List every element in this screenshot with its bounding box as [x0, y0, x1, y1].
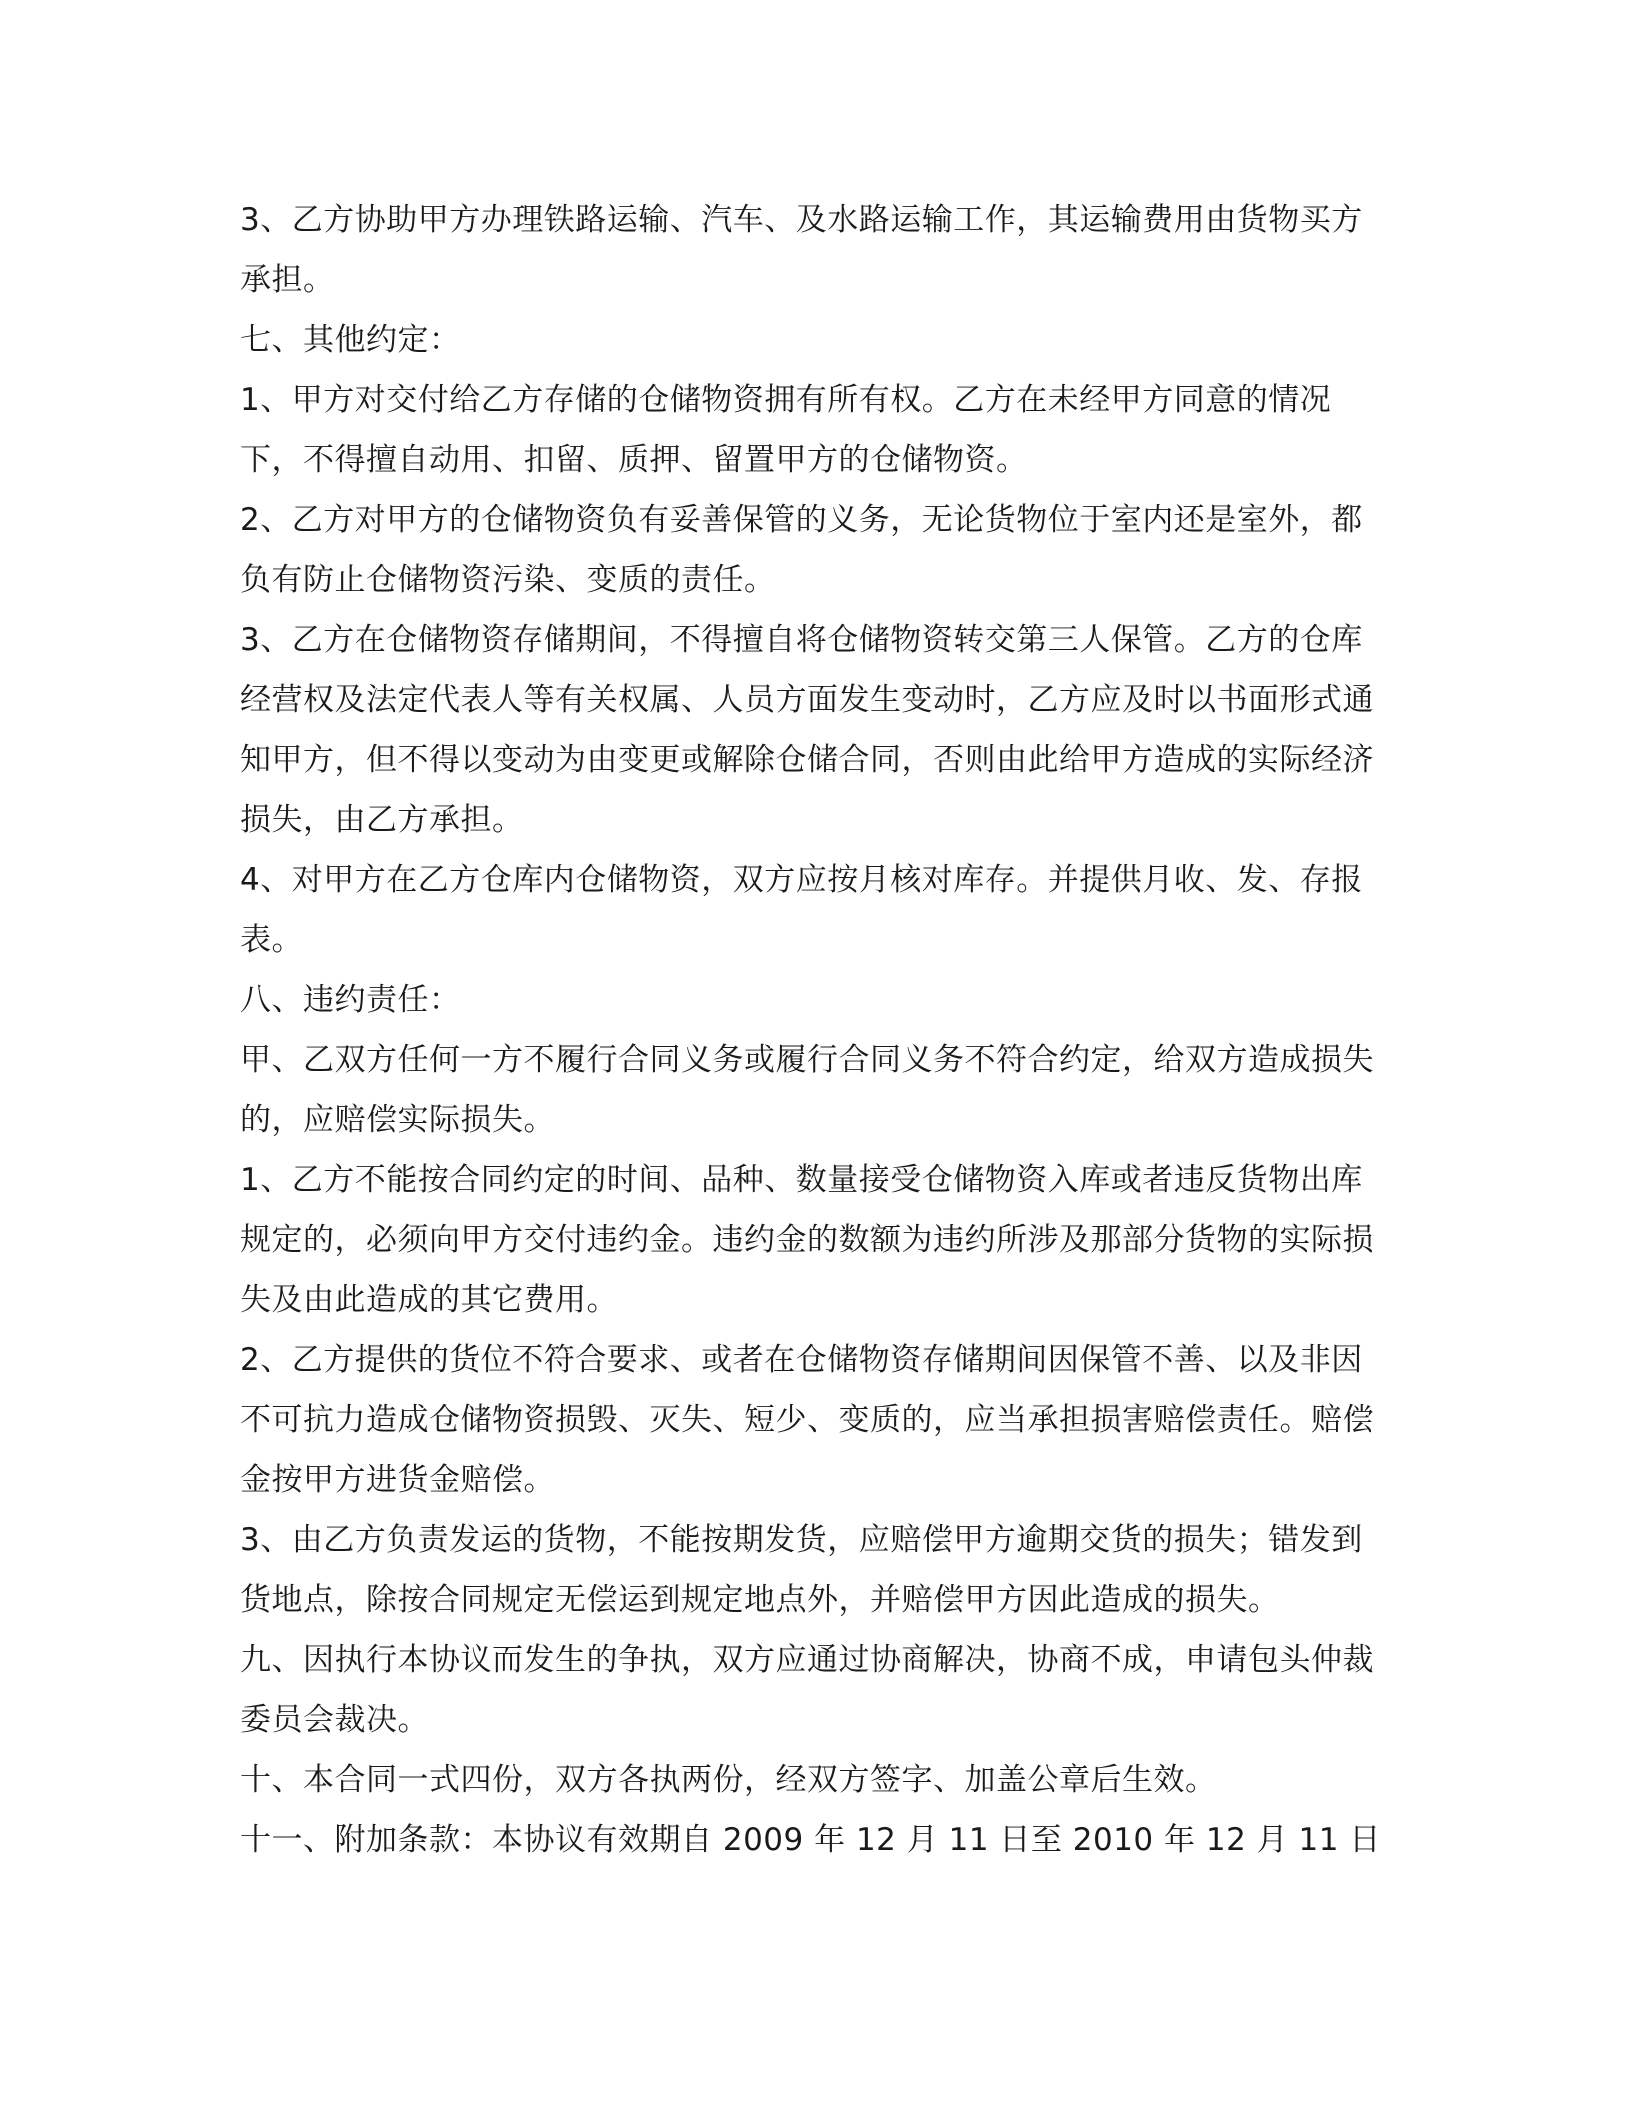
- clause-8-3: 3、由乙方负责发运的货物，不能按期发货，应赔偿甲方逾期交货的损失；错发到货地点，除按合同规定无偿运到规定地点外，并赔偿甲方因此造成的损失。: [240, 1522, 1363, 1618]
- clause-8-1: 1、乙方不能按合同约定的时间、品种、数量接受仓储物资入库或者违反货物出库规定的，必须向甲方交付违约金。违约金的数额为违约所涉及那部分货物的实际损失及由此造成的其它费用。: [240, 1162, 1374, 1318]
- section-8-heading: 八、违约责任：: [240, 982, 461, 1018]
- clause-7-4: 4、对甲方在乙方仓库内仓储物资，双方应按月核对库存。并提供月收、发、存报表。: [240, 862, 1363, 958]
- clause-7-3: 3、乙方在仓储物资存储期间，不得擅自将仓储物资转交第三人保管。乙方的仓库经营权及法定代表人等有关权属、人员方面发生变动时，乙方应及时以书面形式通知甲方，但不得以变动为由变更或解除仓储合同，否则由此给甲方造成的实际经济损失，由乙方承担。: [240, 622, 1374, 838]
- clause-8-2: 2、乙方提供的货位不符合要求、或者在仓储物资存储期间因保管不善、以及非因不可抗力造成仓储物资损毁、灭失、短少、变质的，应当承担损害赔偿责任。赔偿金按甲方进货金赔偿。: [240, 1342, 1374, 1498]
- section-10: 十、本合同一式四份，双方各执两份，经双方签字、加盖公章后生效。: [240, 1762, 1217, 1798]
- clause-8-intro: 甲、乙双方任何一方不履行合同义务或履行合同义务不符合约定，给双方造成损失的，应赔偿实际损失。: [240, 1042, 1374, 1138]
- clause-7-1: 1、甲方对交付给乙方存储的仓储物资拥有所有权。乙方在未经甲方同意的情况下，不得擅自动用、扣留、质押、留置甲方的仓储物资。: [240, 382, 1332, 478]
- section-7-heading: 七、其他约定：: [240, 322, 461, 358]
- section-9: 九、因执行本协议而发生的争执，双方应通过协商解决，协商不成，申请包头仲裁委员会裁决。: [240, 1642, 1374, 1738]
- clause-7-2: 2、乙方对甲方的仓储物资负有妥善保管的义务，无论货物位于室内还是室外，都负有防止仓储物资污染、变质的责任。: [240, 502, 1363, 598]
- document-body: [240, 190, 1390, 1870]
- section-11: 十一、附加条款：本协议有效期自 2009 年 12 月 11 日至 2010 年 12 月 11 日: [240, 1822, 1381, 1858]
- clause-6-3: 3、乙方协助甲方办理铁路运输、汽车、及水路运输工作，其运输费用由货物买方承担。: [240, 202, 1363, 298]
